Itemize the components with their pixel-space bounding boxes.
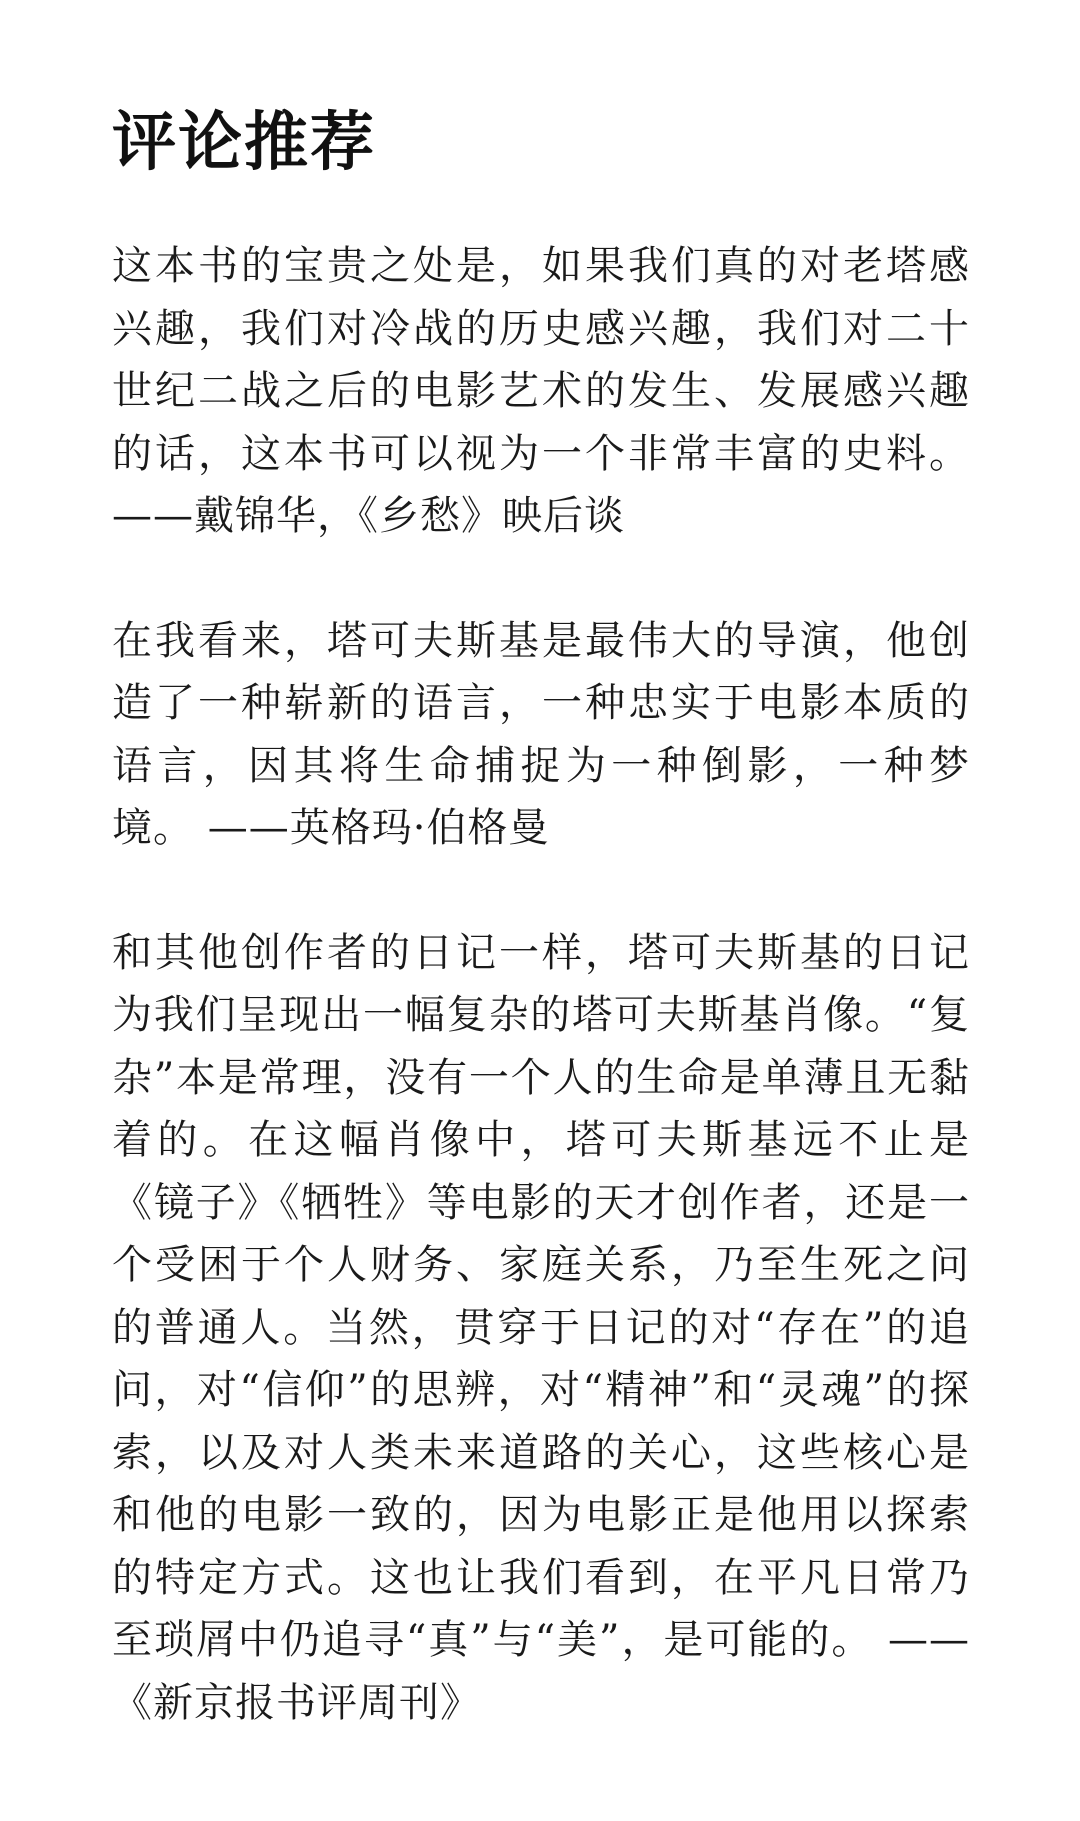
- review-quote-xinjing-bao: 和其他创作者的日记一样，塔可夫斯基的日记为我们呈现出一幅复杂的塔可夫斯基肖像。“复杂”本是常理，没有一个人的生命是单薄且无黏着的。在这幅肖像中，塔可夫斯基远不止是《镜子》《牺牲》等电影的天才创作者，还是一个受困于个人财务、家庭关系，乃至生死之问的普通人。当然，贯穿于日记的对“存在”的追问，对“信仰”的思辨，对“精神”和“灵魂”的探索，以及对人类未来道路的关心，这些核心是和他的电影一致的，因为电影正是他用以探索的特定方式。这也让我们看到，在平凡日常乃至琐屑中仍追寻“真”与“美”，是可能的。 ——《新京报书评周刊》: [112, 929, 970, 1726]
- page-title: 评论推荐: [112, 106, 376, 180]
- review-quote-dai-jinhua: 这本书的宝贵之处是，如果我们真的对老塔感兴趣，我们对冷战的历史感兴趣，我们对二十世纪二战之后的电影艺术的发生、发展感兴趣的话，这本书可以视为一个非常丰富的史料。——戴锦华，《乡愁》映后谈: [112, 243, 970, 539]
- review-quote-bergman: 在我看来，塔可夫斯基是最伟大的导演，他创造了一种崭新的语言，一种忠实于电影本质的语言，因其将生命捕捉为一种倒影，一种梦境。 ——英格玛·伯格曼: [112, 617, 970, 851]
- review-page: [112, 0, 970, 1734]
